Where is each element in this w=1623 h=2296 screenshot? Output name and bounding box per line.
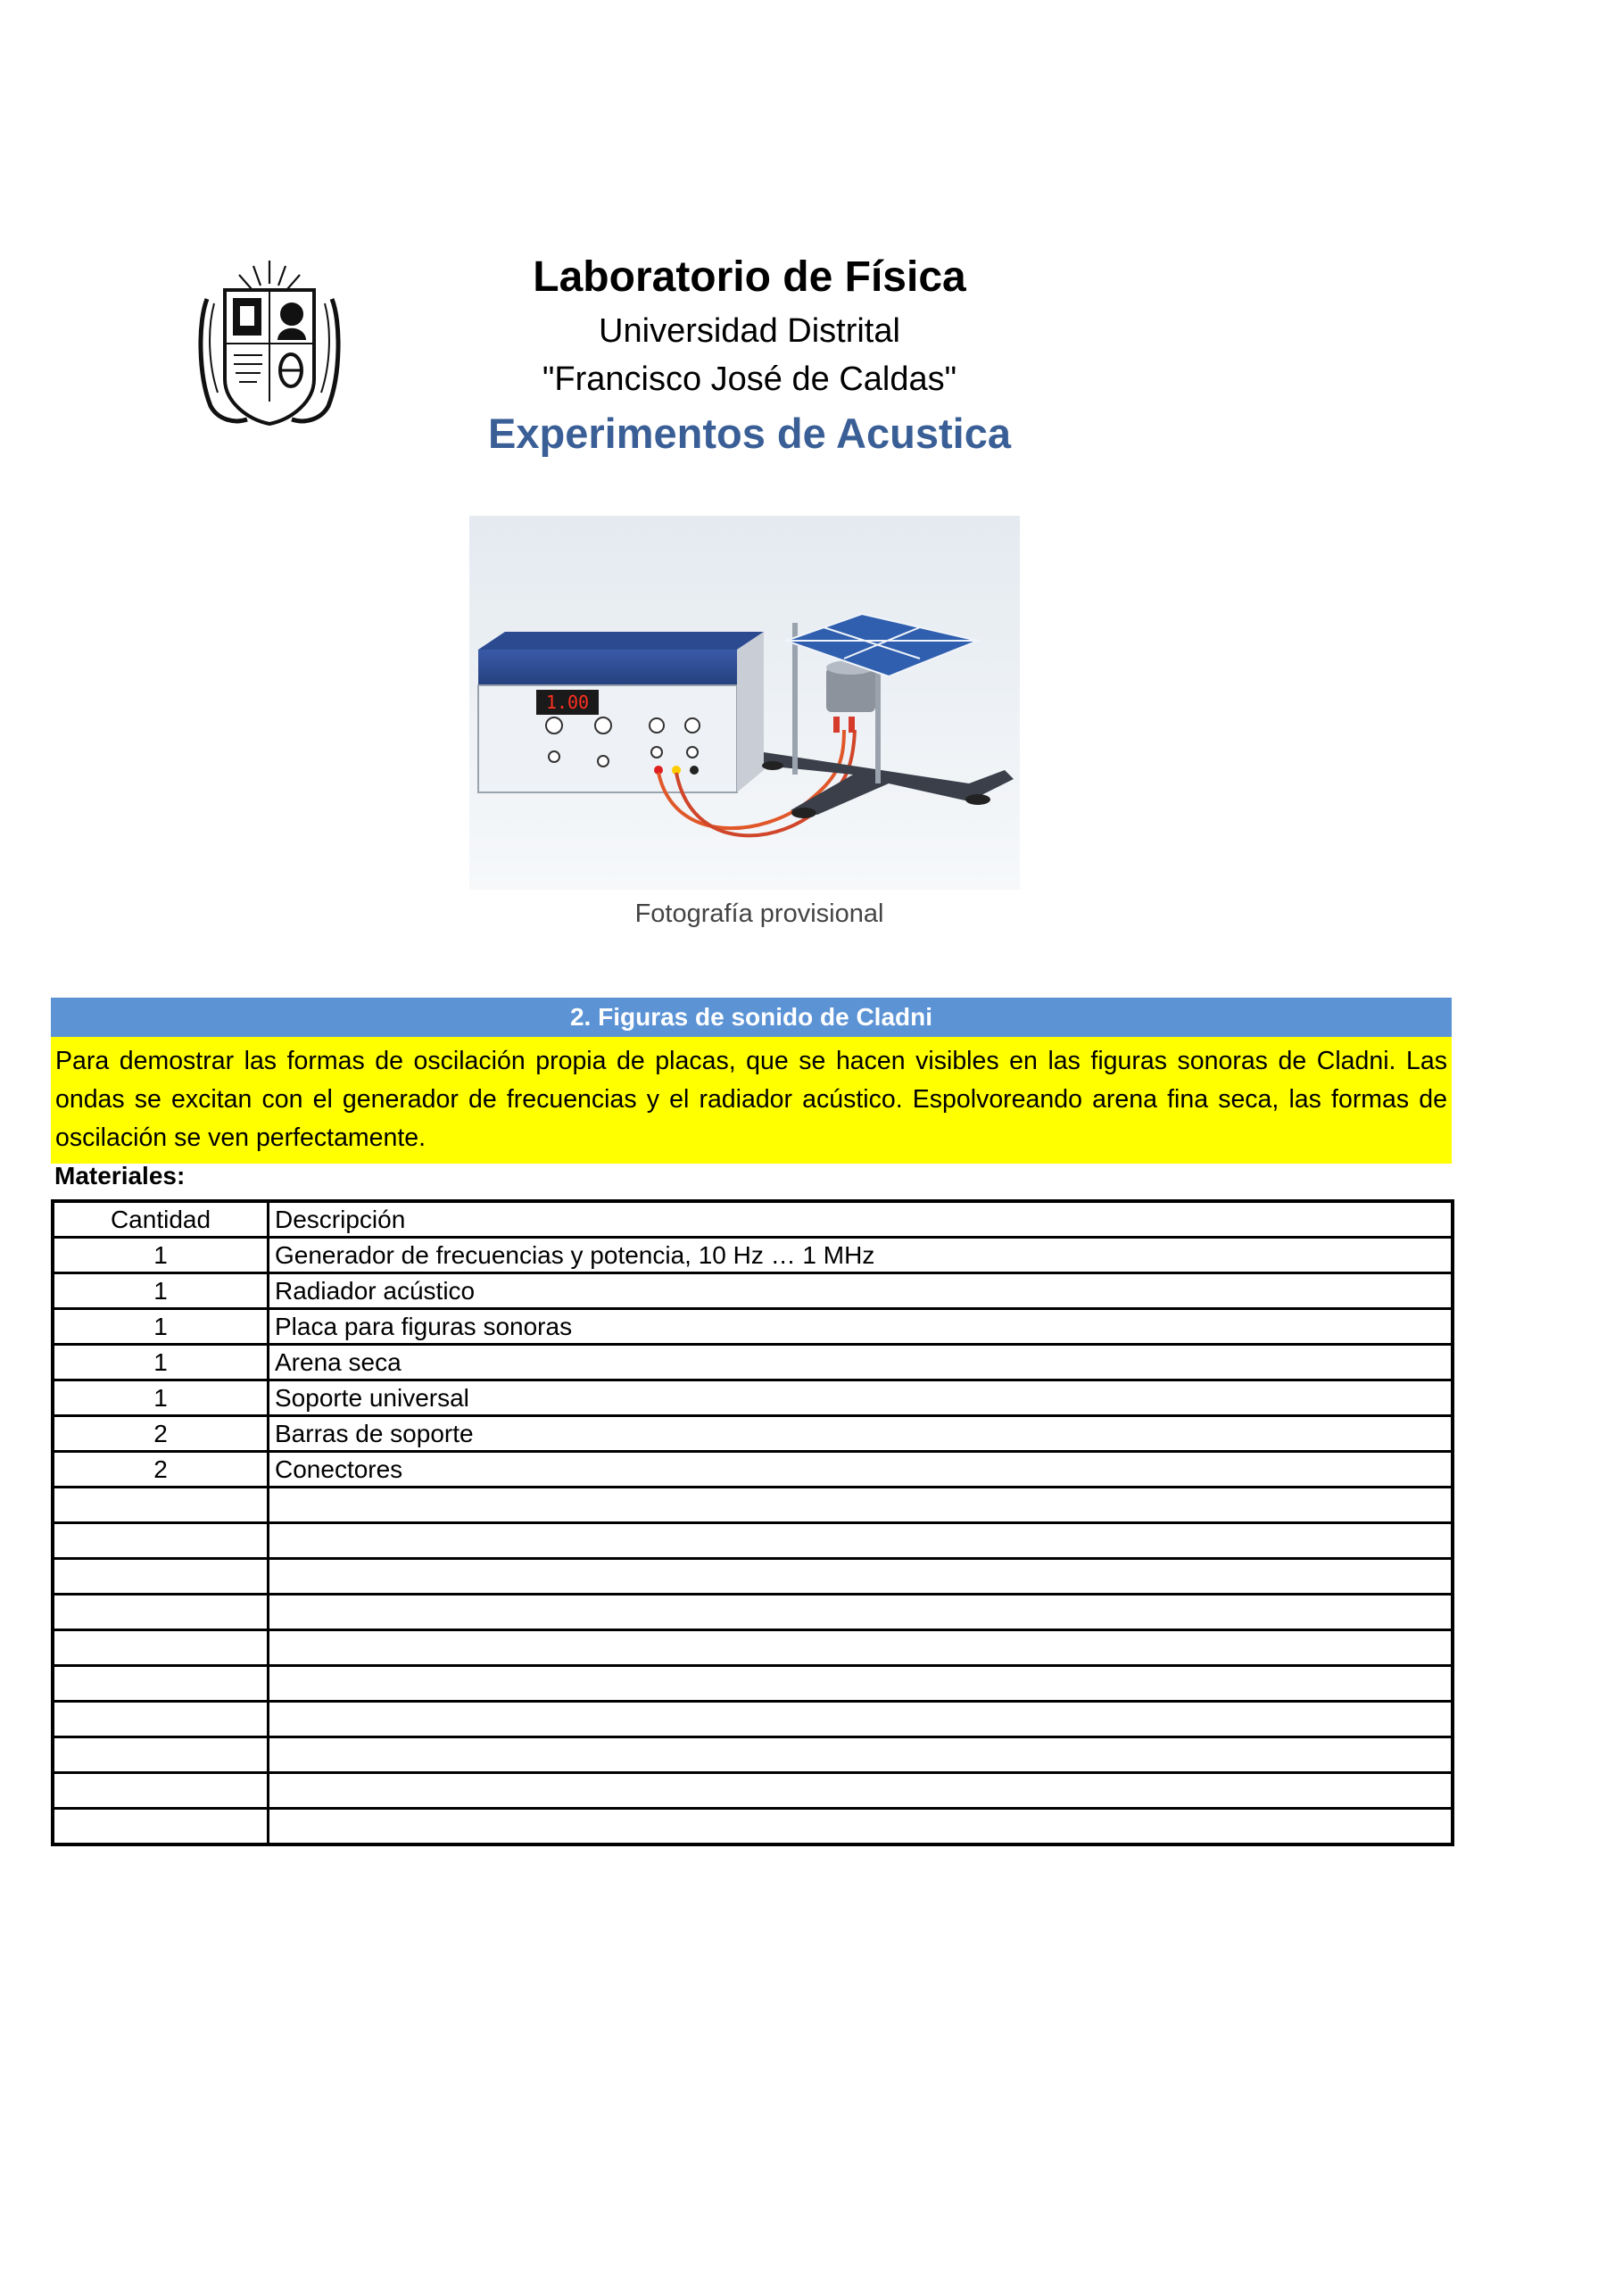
column-header-description: Descripción [269,1201,1453,1238]
material-quantity [53,1523,269,1559]
material-quantity: 1 [53,1309,269,1345]
material-description: Generador de frecuencias y potencia, 10 Hz … 1 MHz [269,1238,1453,1273]
material-quantity [53,1595,269,1630]
material-description: Barras de soporte [269,1416,1453,1452]
material-quantity [53,1702,269,1737]
table-row [53,1773,1453,1809]
material-description [269,1595,1453,1630]
material-quantity: 2 [53,1452,269,1488]
material-quantity [53,1630,269,1666]
display-reading: 1.00 [545,692,590,713]
material-quantity [53,1737,269,1773]
table-row [53,1416,1453,1452]
table-row [53,1380,1453,1416]
table-row [53,1488,1453,1523]
material-description [269,1630,1453,1666]
table-row [53,1452,1453,1488]
material-description: Arena seca [269,1345,1453,1380]
material-quantity: 2 [53,1416,269,1452]
material-quantity [53,1559,269,1595]
university-seal-logo [198,259,341,433]
table-row [53,1630,1453,1666]
material-description: Placa para figuras sonoras [269,1309,1453,1345]
table-header-row [53,1201,1453,1238]
column-header-quantity: Cantidad [53,1201,269,1238]
material-quantity [53,1809,269,1845]
table-row [53,1702,1453,1737]
university-name: Universidad Distrital [599,312,900,350]
material-description [269,1559,1453,1595]
table-row [53,1523,1453,1559]
university-full-name: "Francisco José de Caldas" [542,361,957,398]
page-subtitle: Experimentos de Acustica [488,410,1011,457]
page-title: Laboratorio de Física [533,253,966,301]
table-row [53,1809,1453,1845]
table-row [53,1737,1453,1773]
material-quantity: 1 [53,1345,269,1380]
table-row [53,1238,1453,1273]
material-quantity [53,1773,269,1809]
table-row [53,1559,1453,1595]
material-quantity [53,1666,269,1702]
material-quantity: 1 [53,1273,269,1309]
table-row [53,1666,1453,1702]
materials-table [51,1199,1454,1846]
material-description: Soporte universal [269,1380,1453,1416]
material-description [269,1702,1453,1737]
table-row [53,1595,1453,1630]
material-description [269,1666,1453,1702]
material-description [269,1773,1453,1809]
table-row [53,1309,1453,1345]
material-description [269,1737,1453,1773]
section-title: 2. Figuras de sonido de Cladni [51,998,1452,1037]
material-description: Radiador acústico [269,1273,1453,1309]
material-description [269,1488,1453,1523]
material-quantity: 1 [53,1238,269,1273]
table-row [53,1345,1453,1380]
equipment-photo [469,516,1020,890]
materials-label: Materiales: [54,1162,186,1189]
table-row [53,1273,1453,1309]
photo-caption: Fotografía provisional [634,899,884,928]
section-description: Para demostrar las formas de oscilación propia de placas, que se hacen visibles en las figuras sonoras de Cladni. Las ondas se excitan con el generador de frecuencias y el radiador acústico. Espolvoreando arena fina seca, las formas de oscilación se ven perfectamente. [51,1037,1452,1164]
material-description [269,1809,1453,1845]
material-description: Conectores [269,1452,1453,1488]
material-description [269,1523,1453,1559]
material-quantity: 1 [53,1380,269,1416]
material-quantity [53,1488,269,1523]
